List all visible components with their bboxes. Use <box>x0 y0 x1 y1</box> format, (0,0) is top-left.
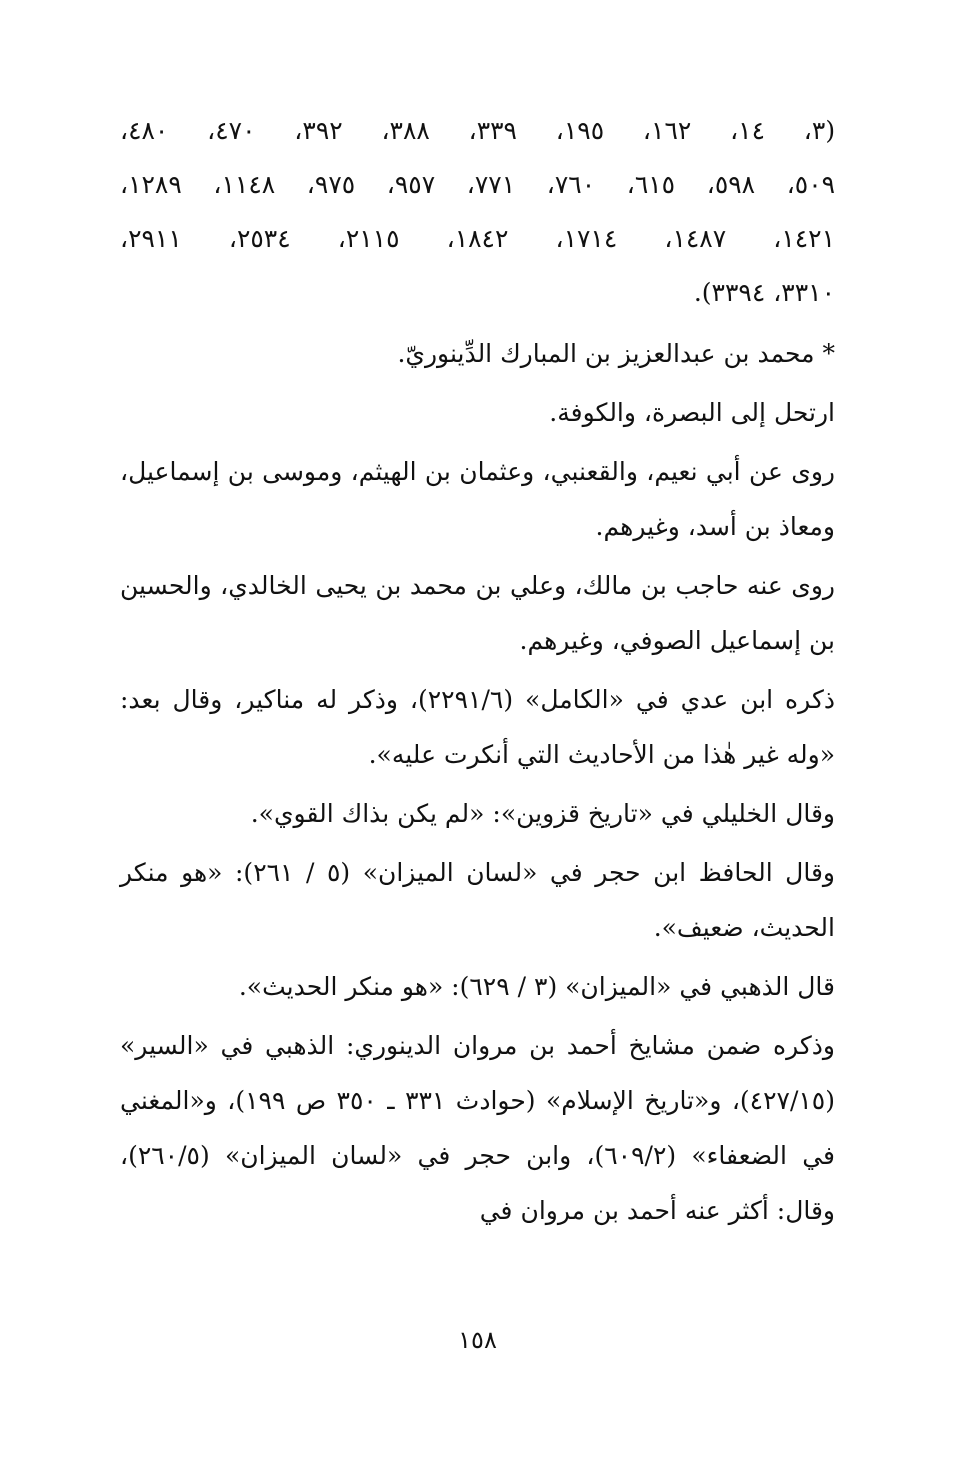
entry-narrated-by: روى عنه حاجب بن مالك، وعلي بن محمد بن يحيى الخالدي، والحسين بن إسماعيل الصوفي، وغيرهم. <box>120 571 835 655</box>
entry-ibn-hajar: وقال الحافظ ابن حجر في «لسان الميزان» (٥ / ٢٦١): «هو منكر الحديث، ضعيف». <box>120 858 835 942</box>
entry-dhahabi-siyar: وذكره ضمن مشايخ أحمد بن مروان الدينوري: الذهبي في «السير» (٤٢٧/١٥)، و«تاريخ الإسلام» (حوادث ٣٣١ ـ ٣٥٠ ص ١٩٩)، و«المغني في الضعفاء» (٦٠٩/٢)، وابن حجر في «لسان الميزان» (٢٦٠/٥)، وقال: أكثر عنه أحمد بن مروان في <box>120 1031 835 1225</box>
numbers-line-3: ١٤٢١، ١٤٨٧، ١٧١٤، ١٨٤٢، ٢١١٥، ٢٥٣٤، ٢٩١١، <box>120 224 836 253</box>
entry-narrated-from: روى عن أبي نعيم، والقعنبي، وعثمان بن الهيثم، وموسى بن إسماعيل، ومعاذ بن أسد، وغيرهم. <box>120 457 835 541</box>
entry-khalili: وقال الخليلي في «تاريخ قزوين»: «لم يكن بذاك القوي». <box>250 799 835 828</box>
page-body <box>120 104 835 1238</box>
page-number: ١٥٨ <box>458 1326 497 1354</box>
numbers-line-1: (٣، ١٤، ١٦٢، ١٩٥، ٣٣٩، ٣٨٨، ٣٩٢، ٤٧٠، ٤٨٠، <box>120 116 836 145</box>
entry-travel: ارتحل إلى البصرة، والكوفة. <box>549 398 835 427</box>
entry-ibn-adi: ذكره ابن عدي في «الكامل» (٢٢٩١/٦)، وذكر له مناكير، وقال بعد: «وله غير هٰذا من الأحاديث التي أنكرت عليه». <box>120 685 835 769</box>
numbers-line-2: ٥٠٩، ٥٩٨، ٦١٥، ٧٦٠، ٧٧١، ٩٥٧، ٩٧٥، ١١٤٨، ١٢٨٩، <box>120 170 836 199</box>
entry-heading: * محمد بن عبدالعزيز بن المبارك الدِّينوريّ. <box>397 339 835 368</box>
numbers-line-4: ٣٣١٠، ٣٣٩٤). <box>693 278 835 307</box>
entry-dhahabi-mizan: قال الذهبي في «الميزان» (٣ / ٦٢٩): «هو منكر الحديث». <box>238 972 835 1001</box>
